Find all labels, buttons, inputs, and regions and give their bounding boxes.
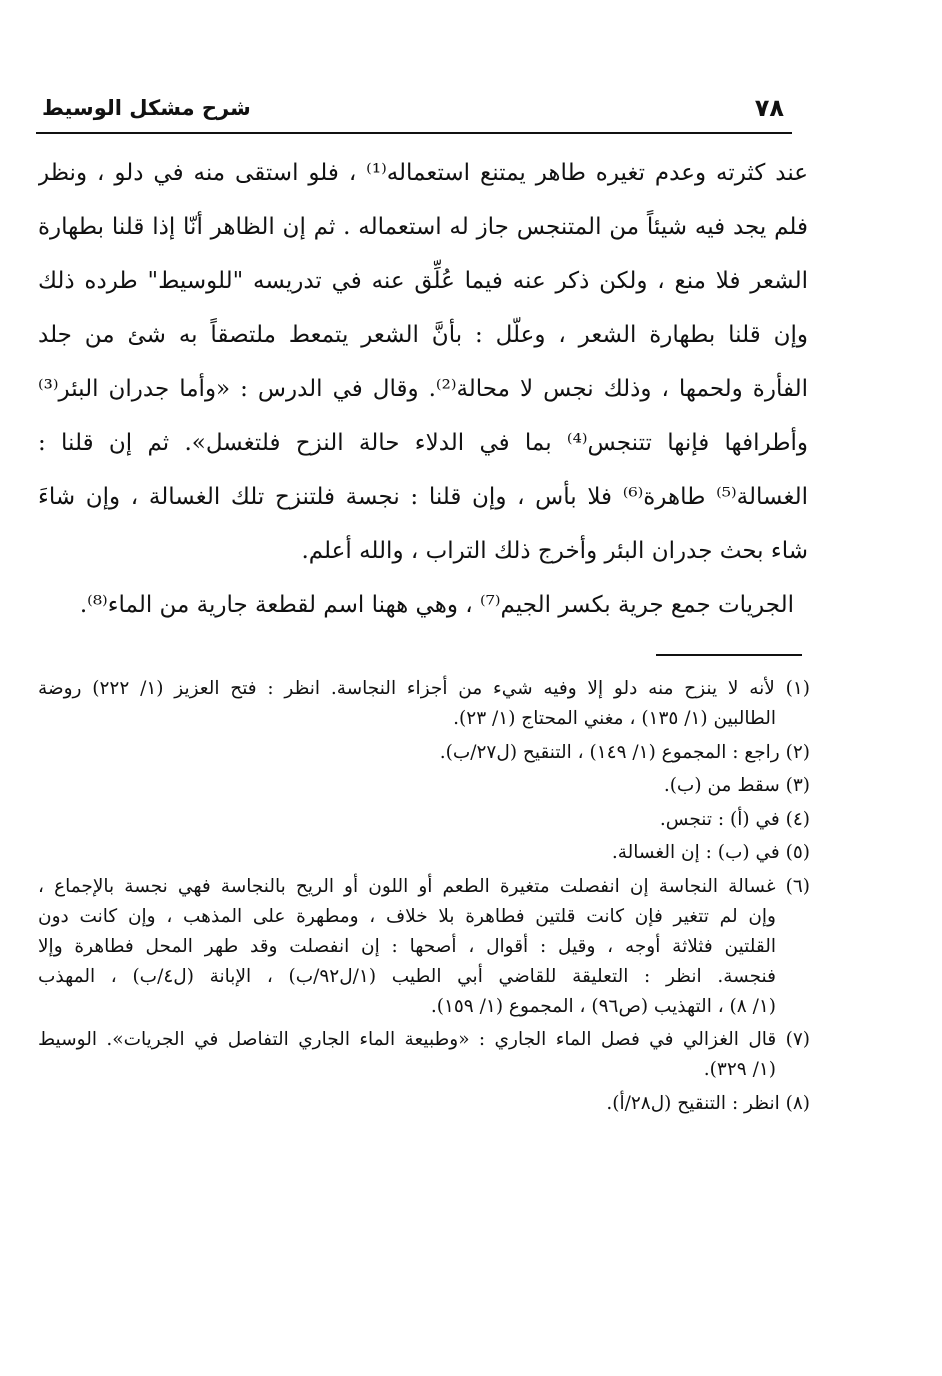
text-line: شاء بحث جدران البئر وأخرج ذلك التراب ، والله أعلم. xyxy=(301,538,808,564)
footnote-line: (٥) في (ب) : إن الغسالة. xyxy=(611,842,810,863)
page-header xyxy=(36,92,792,134)
footnote xyxy=(38,738,810,768)
footnote-separator xyxy=(656,654,802,656)
page-number: ٧٨ xyxy=(754,94,784,122)
footnote-line: (١/ ٨) ، التهذيب (ص٩٦) ، المجموع (١/ ١٥٩). xyxy=(430,995,776,1017)
footnote xyxy=(38,805,810,835)
text-line: الغسالة⁽⁵⁾ طاهرة⁽⁶⁾ فلا بأس ، وإن قلنا : نجسة فلتنزح تلك الغسالة ، وإن شاءَ xyxy=(38,484,808,510)
footnote xyxy=(38,1089,810,1119)
footnote-line: (٧) قال الغزالي في فصل الماء الجاري : «وطبيعة الماء الجاري التفاصل في الجريات». الوسيط xyxy=(38,1029,810,1050)
footnote-line: (٨) انظر : التنقيح (ل٢٨/أ). xyxy=(606,1092,810,1114)
footnote-line: (٤) في (أ) : تنجس. xyxy=(659,808,810,830)
footnote-line: فنجسة. انظر : التعليقة للقاضي أبي الطيب (١/ل٩٢/ب) ، الإبانة (ل٤/ب) ، المهذب xyxy=(38,965,776,987)
footnote xyxy=(38,674,810,734)
footnote-line: الطالبين (١/ ١٣٥) ، مغني المحتاج (١/ ٢٣). xyxy=(453,708,776,729)
footnote-line: (١/ ٣٢٩). xyxy=(703,1059,776,1080)
footnote-line: (٣) سقط من (ب). xyxy=(663,775,810,796)
footnote-line: وإن لم تتغير فإن كانت قلتين فطاهرة بلا خلاف ، ومطهرة على المذهب ، وإن كانت دون xyxy=(38,905,776,927)
footnote-line: (٦) غسالة النجاسة إن انفصلت متغيرة الطعم أو اللون أو الريح بالنجاسة فهي نجسة بالإجماع ، xyxy=(38,875,810,897)
footnote-line: (٢) راجع : المجموع (١/ ١٤٩) ، التنقيح (ل٢٧/ب). xyxy=(439,741,810,763)
running-title: شرح مشكل الوسيط xyxy=(42,96,251,120)
text-line: الفأرة ولحمها ، وذلك نجس لا محالة⁽²⁾. وقال في الدرس : «وأما جدران البئر⁽³⁾ xyxy=(38,376,808,402)
footnote-line: القلتين فثلاثة أوجه ، وقيل : أقوال ، أصحها : إن انفصلت وقد طهر المحل فطاهرة وإلا xyxy=(38,935,776,957)
main-text xyxy=(38,146,808,632)
text-line: عند كثرته وعدم تغيره طاهر يمتنع استعماله⁽¹⁾ ، فلو استقى منه في دلو ، ونظر xyxy=(38,160,808,186)
footnote xyxy=(38,771,810,801)
footnotes xyxy=(38,674,810,1122)
text-line: الشعر فلا منع ، ولكن ذكر عنه فيما عُلِّق عنه في تدريسه "للوسيط" طرده ذلك xyxy=(38,268,808,294)
footnote xyxy=(38,838,810,868)
text-line: فلم يجد فيه شيئاً من المتنجس جاز له استعماله . ثم إن الظاهر أنّا إذا قلنا بطهارة xyxy=(38,214,808,240)
text-line: وإن قلنا بطهارة الشعر ، وعلّل : بأنَّ الشعر يتمعط ملتصقاً به شئ من جلد xyxy=(38,322,808,348)
text-line: وأطرافها فإنها تتنجس⁽⁴⁾ بما في الدلاء حالة النزح فلتغسل». ثم إن قلنا : xyxy=(38,430,808,456)
footnote xyxy=(38,872,810,1022)
footnote xyxy=(38,1025,810,1085)
text-line: الجريات جمع جرية بكسر الجيم⁽⁷⁾ ، وهي ههنا اسم لقطعة جارية من الماء⁽⁸⁾. xyxy=(79,592,794,618)
footnote-line: (١) لأنه لا ينزح منه دلو إلا وفيه شيء من أجزاء النجاسة. انظر : فتح العزيز (١/ ٢٢٢) روضة xyxy=(38,678,810,699)
